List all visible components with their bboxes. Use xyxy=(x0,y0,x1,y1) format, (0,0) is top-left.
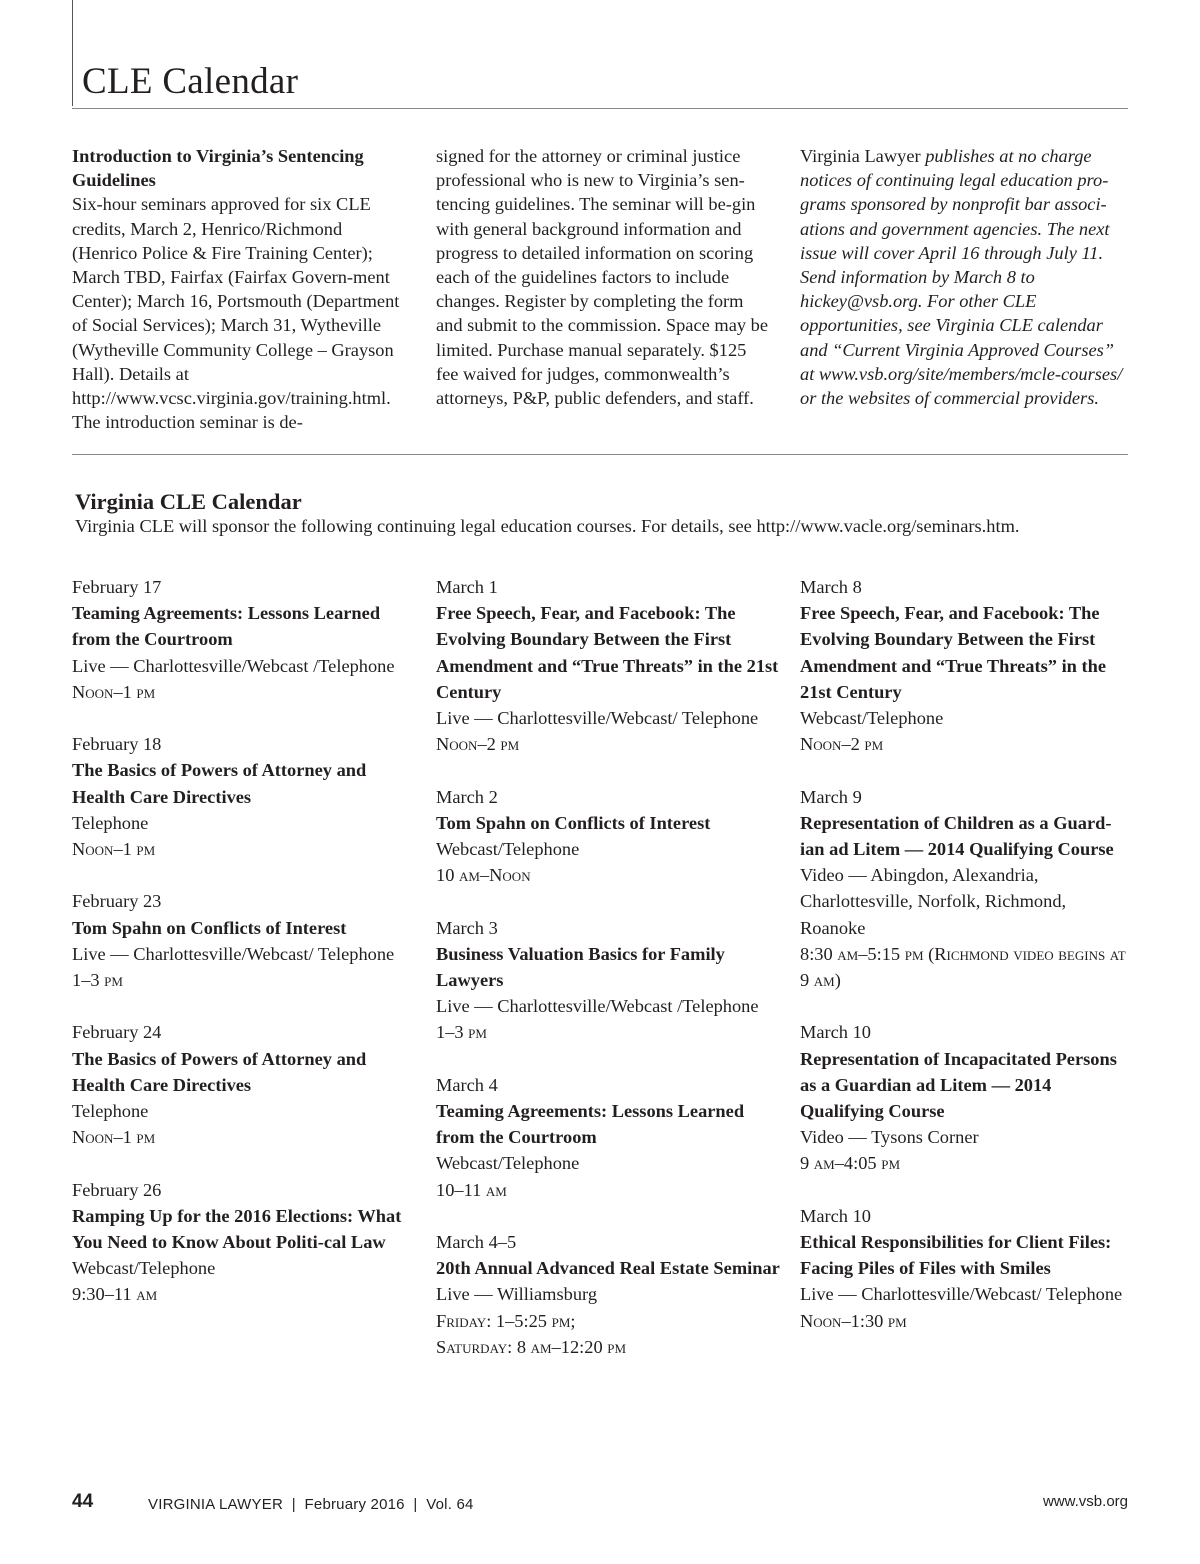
event-date: March 10 xyxy=(800,1022,871,1043)
event-time: Noon–2 pm xyxy=(436,734,520,755)
event-time: 8:30 am–5:15 pm (Richmond video begins at 9 am) xyxy=(800,943,1126,991)
event-date: March 4–5 xyxy=(436,1232,517,1253)
event-mode: Video — Tysons Corner xyxy=(800,1127,979,1148)
event-time: Noon–2 pm xyxy=(800,734,884,755)
publication-info: VIRGINIA LAWYER | February 2016 | Vol. 64 xyxy=(148,1496,474,1513)
calendar-column-1 xyxy=(72,574,422,1334)
calendar-column-3 xyxy=(800,574,1135,1360)
event-title: 20th Annual Advanced Real Estate Seminar xyxy=(436,1258,780,1279)
intro-heading: Introduction to Virginia’s Sentencing Guidelines xyxy=(72,146,364,191)
calendar-event xyxy=(72,574,422,705)
event-time: Noon–1 pm xyxy=(72,1127,156,1148)
event-date: March 1 xyxy=(436,577,498,597)
section-rule xyxy=(72,454,1128,455)
event-time: Noon–1 pm xyxy=(72,839,156,860)
intro-column-3 xyxy=(800,144,1130,410)
event-mode: Live — Williamsburg xyxy=(436,1284,598,1305)
header-vertical-rule xyxy=(72,0,73,106)
calendar-event xyxy=(436,915,786,1046)
calendar-event xyxy=(436,574,786,757)
calendar-event xyxy=(800,574,1135,757)
event-date: February 24 xyxy=(72,1022,162,1043)
event-title: Representation of Children as a Guard-ian ad Litem — 2014 Qualifying Course xyxy=(800,812,1114,860)
event-title: Ethical Responsibilities for Client Files: Facing Piles of Files with Smiles xyxy=(800,1232,1112,1279)
event-date: March 2 xyxy=(436,786,498,807)
event-date: March 8 xyxy=(800,577,862,597)
event-title: Representation of Incapacitated Persons as a Guardian ad Litem — 2014 Qualifying Course xyxy=(800,1048,1117,1122)
event-time: 10–11 am xyxy=(436,1179,507,1200)
calendar-event xyxy=(72,888,422,993)
calendar-event xyxy=(72,1177,422,1308)
event-title: Ramping Up for the 2016 Elections: What You Need to Know About Politi-cal Law xyxy=(72,1205,402,1253)
event-title: Free Speech, Fear, and Facebook: The Evolving Boundary Between the First Amendment and “True Threats” in the 21st Century xyxy=(436,603,779,702)
intro-column-1 xyxy=(72,144,407,434)
event-date: March 10 xyxy=(800,1205,871,1226)
event-time: 10 am–Noon xyxy=(436,865,531,886)
event-title: Tom Spahn on Conflicts of Interest xyxy=(436,812,711,833)
intro-body-2: signed for the attorney or criminal justice professional who is new to Virginia’s sen-tencing guidelines. The seminar will be-gin with general background information and progress to detailed information on scoring each of the guidelines factors to include changes. Register by completing the form and submit to the commission. Space may be limited. Purchase manual separately. $125 fee waived for judges, commonwealth’s attorneys, P&P, public defenders, and staff. xyxy=(436,146,769,409)
page-number: 44 xyxy=(72,1491,94,1512)
intro-body-1: Six-hour seminars approved for six CLE credits, March 2, Henrico/Richmond (Henrico Police & Fire Training Center); March TBD, Fairfax (Fairfax Govern-ment Center); March 16, Portsmouth (Department of Social Services); March 31, Wytheville (Wytheville Community College – Grayson Hall). Details at http://www.vcsc.virginia.gov/training.html. The introduction seminar is de- xyxy=(72,194,400,433)
event-time: 1–3 pm xyxy=(436,1022,487,1043)
event-mode: Live — Charlottesville/Webcast /Telephone xyxy=(436,996,759,1017)
calendar-event xyxy=(72,731,422,862)
section-description: Virginia CLE will sponsor the following continuing legal education courses. For details, see http://www.vacle.org/seminars.htm. xyxy=(75,516,1020,536)
event-date: February 26 xyxy=(72,1179,162,1200)
event-title: Tom Spahn on Conflicts of Interest xyxy=(72,917,347,938)
publication-name: Virginia Lawyer xyxy=(800,146,921,166)
event-time: 9 am–4:05 pm xyxy=(800,1153,901,1174)
event-time: Friday: 1–5:25 pm; xyxy=(436,1310,576,1331)
calendar-event xyxy=(436,1072,786,1203)
event-title: Teaming Agreements: Lessons Learned from the Courtroom xyxy=(436,1101,745,1148)
event-time-secondary: Saturday: 8 am–12:20 pm xyxy=(436,1336,627,1357)
event-mode: Live — Charlottesville/Webcast/ Telephone xyxy=(72,943,395,964)
event-mode: Video — Abingdon, Alexandria, Charlottesville, Norfolk, Richmond, Roanoke xyxy=(800,865,1067,938)
event-title: Free Speech, Fear, and Facebook: The Evolving Boundary Between the First Amendment and “True Threats” in the 21st Century xyxy=(800,603,1107,702)
intro-column-2 xyxy=(436,144,771,410)
event-mode: Webcast/Telephone xyxy=(436,1153,580,1174)
calendar-event xyxy=(800,784,1135,994)
header-rule xyxy=(72,108,1128,109)
event-title: Teaming Agreements: Lessons Learned from the Courtroom xyxy=(72,603,381,650)
intro-body-3: publishes at no charge notices of continuing legal education pro-grams sponsored by nonprofit bar associ-ations and government agencies. The next issue will cover April 16 through July 11. Send information by March 8 to hickey@vsb.org. For other CLE opportunities, see Virginia CLE calendar and “Current Virginia Approved Courses” at www.vsb.org/site/members/mcle-courses/ or the websites of commercial providers. xyxy=(800,146,1123,409)
event-date: February 18 xyxy=(72,734,162,755)
event-title: The Basics of Powers of Attorney and Health Care Directives xyxy=(72,1048,367,1095)
calendar-event xyxy=(436,784,786,889)
calendar-event xyxy=(436,1229,786,1360)
event-mode: Webcast/Telephone xyxy=(72,1258,216,1279)
event-time: Noon–1:30 pm xyxy=(800,1310,907,1331)
event-mode: Live — Charlottesville/Webcast/ Telephone xyxy=(436,708,759,729)
website-link[interactable]: www.vsb.org xyxy=(1042,1493,1128,1510)
event-title: The Basics of Powers of Attorney and Health Care Directives xyxy=(72,760,367,807)
event-date: March 9 xyxy=(800,786,862,807)
event-date: March 3 xyxy=(436,917,498,938)
calendar-column-2 xyxy=(436,574,786,1386)
event-mode: Telephone xyxy=(72,812,149,833)
event-mode: Webcast/Telephone xyxy=(800,708,944,729)
event-mode: Live — Charlottesville/Webcast /Telephone xyxy=(72,655,395,676)
event-time: 1–3 pm xyxy=(72,970,123,991)
event-mode: Live — Charlottesville/Webcast/ Telephone xyxy=(800,1284,1123,1305)
event-date: March 4 xyxy=(436,1074,498,1095)
event-time: 9:30–11 am xyxy=(72,1284,158,1305)
event-mode: Webcast/Telephone xyxy=(436,839,580,860)
section-title: Virginia CLE Calendar xyxy=(75,489,302,514)
event-time: Noon–1 pm xyxy=(72,681,156,702)
event-date: February 17 xyxy=(72,577,162,597)
event-title: Business Valuation Basics for Family Lawyers xyxy=(436,943,725,991)
event-date: February 23 xyxy=(72,891,162,912)
event-mode: Telephone xyxy=(72,1101,149,1122)
calendar-event xyxy=(800,1019,1135,1176)
page-title: CLE Calendar xyxy=(82,61,299,102)
calendar-event xyxy=(72,1019,422,1150)
calendar-event xyxy=(800,1203,1135,1334)
